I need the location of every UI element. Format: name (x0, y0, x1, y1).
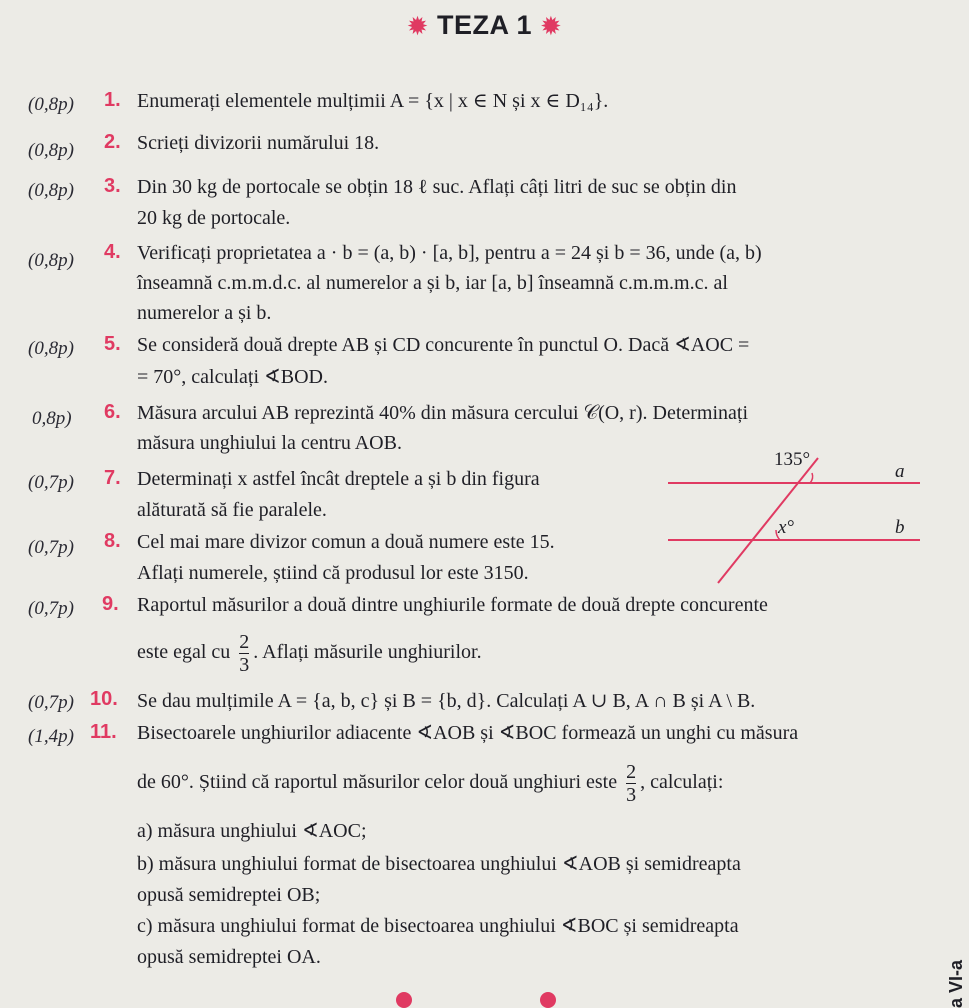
exercise-number: 2. (104, 131, 121, 153)
exercise-text-with-fraction (137, 760, 723, 806)
points-label: (0,8p) (28, 140, 74, 161)
decoration-dot (396, 992, 412, 1008)
exercise-number: 1. (104, 89, 121, 111)
points-label: (0,8p) (28, 180, 74, 201)
points-label: (0,7p) (28, 472, 74, 493)
fraction-numerator: 2 (626, 760, 637, 783)
fraction-denominator: 3 (239, 653, 250, 676)
star-icon: ✹ (540, 11, 563, 41)
exercise-text: Scrieți divizorii numărului 18. (137, 132, 380, 154)
page-title (0, 10, 969, 42)
exercise-number: 3. (104, 175, 121, 197)
exercise-text: Aflați numerele, știind că produsul lor este 3150. (137, 562, 529, 584)
exercise-text: măsura unghiului la centru AOB. (137, 432, 402, 454)
exercise-text: Enumerați elementele mulțimii A = {x | x ∈ N și x ∈ D₁₄}. (137, 90, 609, 112)
exercise-number: 7. (104, 467, 121, 489)
exercise-number: 8. (104, 530, 121, 552)
exercise-text: 20 kg de portocale. (137, 207, 291, 229)
side-class-tag: a VI-a (946, 960, 966, 1008)
angle-x-label: x° (778, 517, 795, 538)
exercise-text: alăturată să fie paralele. (137, 499, 327, 521)
line-b-label: b (895, 517, 905, 538)
fraction-denominator: 3 (626, 783, 637, 806)
subquestion-b-continued: opusă semidreptei OB; (137, 884, 321, 906)
subquestion-c-continued: opusă semidreptei OA. (137, 946, 321, 968)
subquestion-c: c) măsura unghiului format de bisectoarea unghiului ∢BOC și semidreapta (137, 915, 739, 937)
angle-arc (810, 473, 813, 483)
exercise-text: înseamnă c.m.m.d.c. al numerelor a și b, iar [a, b] înseamnă c.m.m.m.c. al (137, 272, 728, 294)
exercise-number: 11. (90, 721, 117, 743)
exercise-text: Determinați x astfel încât dreptele a și b din figura (137, 468, 540, 490)
exercise-text: Verificați proprietatea a · b = (a, b) · [a, b], pentru a = 24 și b = 36, unde (a, b) (137, 242, 762, 264)
exercise-text: Se dau mulțimile A = {a, b, c} și B = {b, d}. Calculați A ∪ B, A ∩ B și A \ B. (137, 690, 756, 712)
fraction (239, 631, 249, 676)
exercise-number: 4. (104, 241, 121, 263)
exercise-text: Bisectoarele unghiurilor adiacente ∢AOB și ∢BOC formează un unghi cu măsura (137, 722, 799, 744)
exercise-text: numerelor a și b. (137, 302, 272, 324)
points-label: (0,7p) (28, 598, 74, 619)
star-icon: ✹ (406, 11, 429, 41)
fraction (626, 761, 636, 806)
points-label: (0,7p) (28, 537, 74, 558)
exercise-text: Se consideră două drepte AB și CD concurente în punctul O. Dacă ∢AOC = (137, 334, 750, 356)
fraction-numerator: 2 (239, 630, 250, 653)
line-a-label: a (895, 461, 905, 482)
text-part: este egal cu (137, 641, 231, 663)
text-part: . Aflați măsurile unghiurilor. (253, 641, 482, 663)
subquestion-a: a) măsura unghiului ∢AOC; (137, 820, 367, 842)
exercise-text: Din 30 kg de portocale se obțin 18 ℓ suc. Aflați câți litri de suc se obțin din (137, 176, 737, 198)
points-label: 0,8p) (32, 408, 72, 429)
points-label: (0,8p) (28, 94, 74, 115)
exercise-text: Cel mai mare divizor comun a două numere este 15. (137, 531, 555, 553)
exercise-number: 5. (104, 333, 121, 355)
transversal-line (718, 458, 818, 583)
points-label: (0,7p) (28, 692, 74, 713)
exercise-text: = 70°, calculați ∢BOD. (137, 366, 328, 388)
points-label: (0,8p) (28, 250, 74, 271)
text-part: de 60°. Știind că raportul măsurilor celor două unghiuri este (137, 771, 618, 793)
exercise-number: 9. (102, 593, 119, 615)
subquestion-b: b) măsura unghiului format de bisectoarea unghiului ∢AOB și semidreapta (137, 853, 741, 875)
points-label: (0,8p) (28, 338, 74, 359)
angle-135-label: 135° (774, 449, 811, 470)
points-label: (1,4p) (28, 726, 74, 747)
exercise-text: Măsura arcului AB reprezintă 40% din măsura cercului 𝒞(O, r). Determinați (137, 402, 749, 424)
exercise-number: 6. (104, 401, 121, 423)
exercise-text: Raportul măsurilor a două dintre unghiurile formate de două drepte concurente (137, 594, 768, 616)
exercise-number: 10. (90, 688, 118, 710)
exercise-text-with-fraction (137, 630, 482, 676)
title-text: TEZA 1 (436, 10, 532, 40)
parallel-lines-figure (660, 440, 930, 590)
decoration-dot (540, 992, 556, 1008)
text-part: , calculați: (640, 771, 724, 793)
